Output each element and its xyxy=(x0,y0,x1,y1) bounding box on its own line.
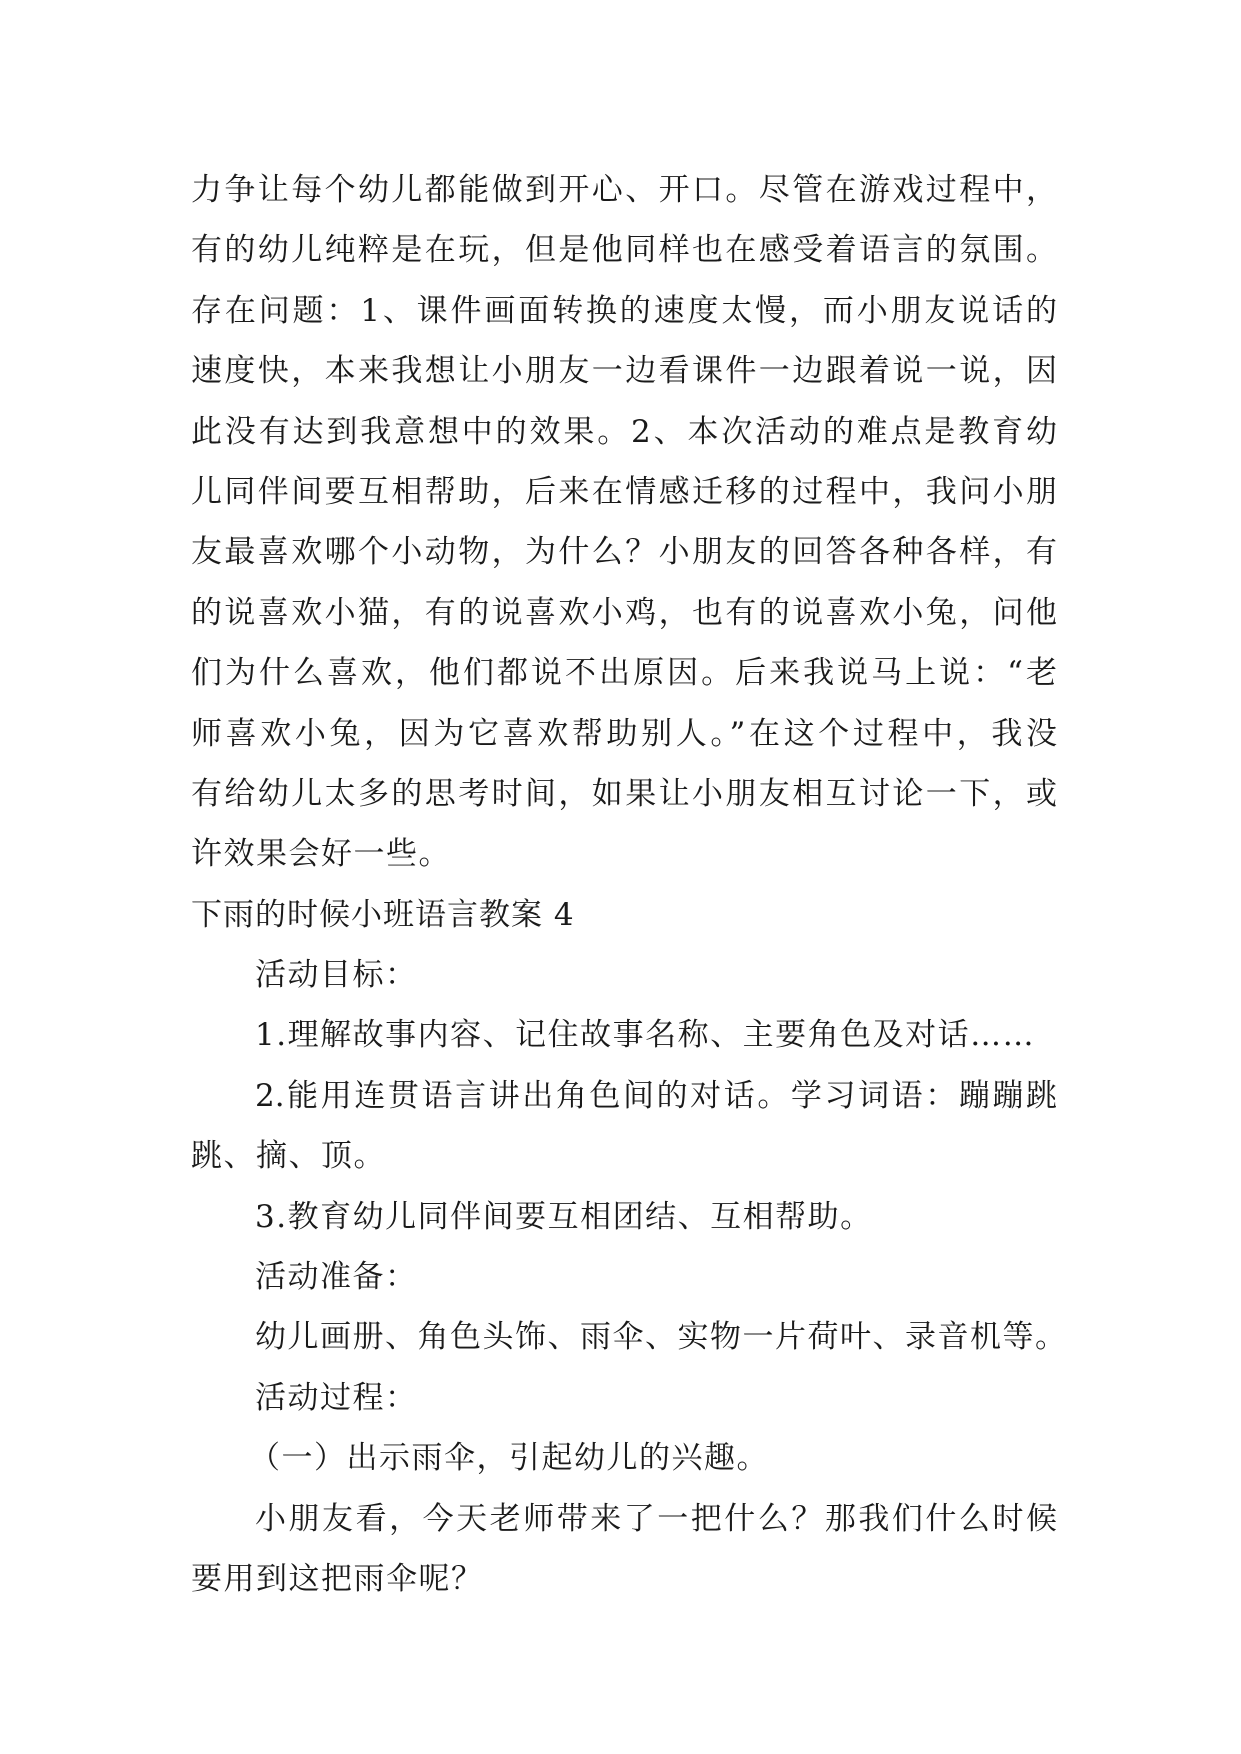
paragraph-line: 存在问题：1、课件画面转换的速度太慢，而小朋友说话的 xyxy=(191,292,1057,329)
list-item-continuation: 跳、摘、顶。 xyxy=(191,1138,386,1175)
paragraph-line: 幼儿画册、角色头饰、雨伞、实物一片荷叶、录音机等。 xyxy=(255,1319,1068,1356)
paragraph-line: 儿同伴间要互相帮助，后来在情感迁移的过程中，我问小朋 xyxy=(191,473,1057,510)
step-heading: （一）出示雨伞，引起幼儿的兴趣。 xyxy=(249,1440,769,1477)
paragraph-line: 此没有达到我意想中的效果。2、本次活动的难点是教育幼 xyxy=(191,413,1057,450)
list-item: 2.能用连贯语言讲出角色间的对话。学习词语：蹦蹦跳 xyxy=(255,1077,1057,1114)
paragraph-line: 速度快，本来我想让小朋友一边看课件一边跟着说一说，因 xyxy=(191,353,1057,390)
paragraph-line: 小朋友看，今天老师带来了一把什么？那我们什么时候 xyxy=(255,1500,1057,1537)
subheading-process: 活动过程： xyxy=(255,1379,418,1416)
subheading-preparation: 活动准备： xyxy=(255,1259,418,1296)
paragraph-line: 友最喜欢哪个小动物，为什么？小朋友的回答各种各样，有 xyxy=(191,534,1057,571)
list-item: 3.教育幼儿同伴间要互相团结、互相帮助。 xyxy=(255,1198,873,1235)
paragraph-line: 有的幼儿纯粹是在玩，但是他同样也在感受着语言的氛围。 xyxy=(191,232,1057,269)
list-item: 1.理解故事内容、记住故事名称、主要角色及对话…… xyxy=(255,1017,1036,1054)
paragraph-line: 的说喜欢小猫，有的说喜欢小鸡，也有的说喜欢小兔，问他 xyxy=(191,594,1057,631)
subheading-goals: 活动目标： xyxy=(255,957,418,994)
paragraph-line: 们为什么喜欢，他们都说不出原因。后来我说马上说：“老 xyxy=(191,655,1057,692)
paragraph-line: 有给幼儿太多的思考时间，如果让小朋友相互讨论一下，或 xyxy=(191,775,1057,812)
paragraph-line: 师喜欢小兔，因为它喜欢帮助别人。”在这个过程中，我没 xyxy=(191,715,1057,752)
section-heading: 下雨的时候小班语言教案 4 xyxy=(191,896,575,933)
document-body xyxy=(191,160,1068,1609)
paragraph-line: 力争让每个幼儿都能做到开心、开口。尽管在游戏过程中， xyxy=(191,172,1057,208)
paragraph-line: 许效果会好一些。 xyxy=(191,836,451,873)
paragraph-line: 要用到这把雨伞呢？ xyxy=(191,1560,484,1597)
